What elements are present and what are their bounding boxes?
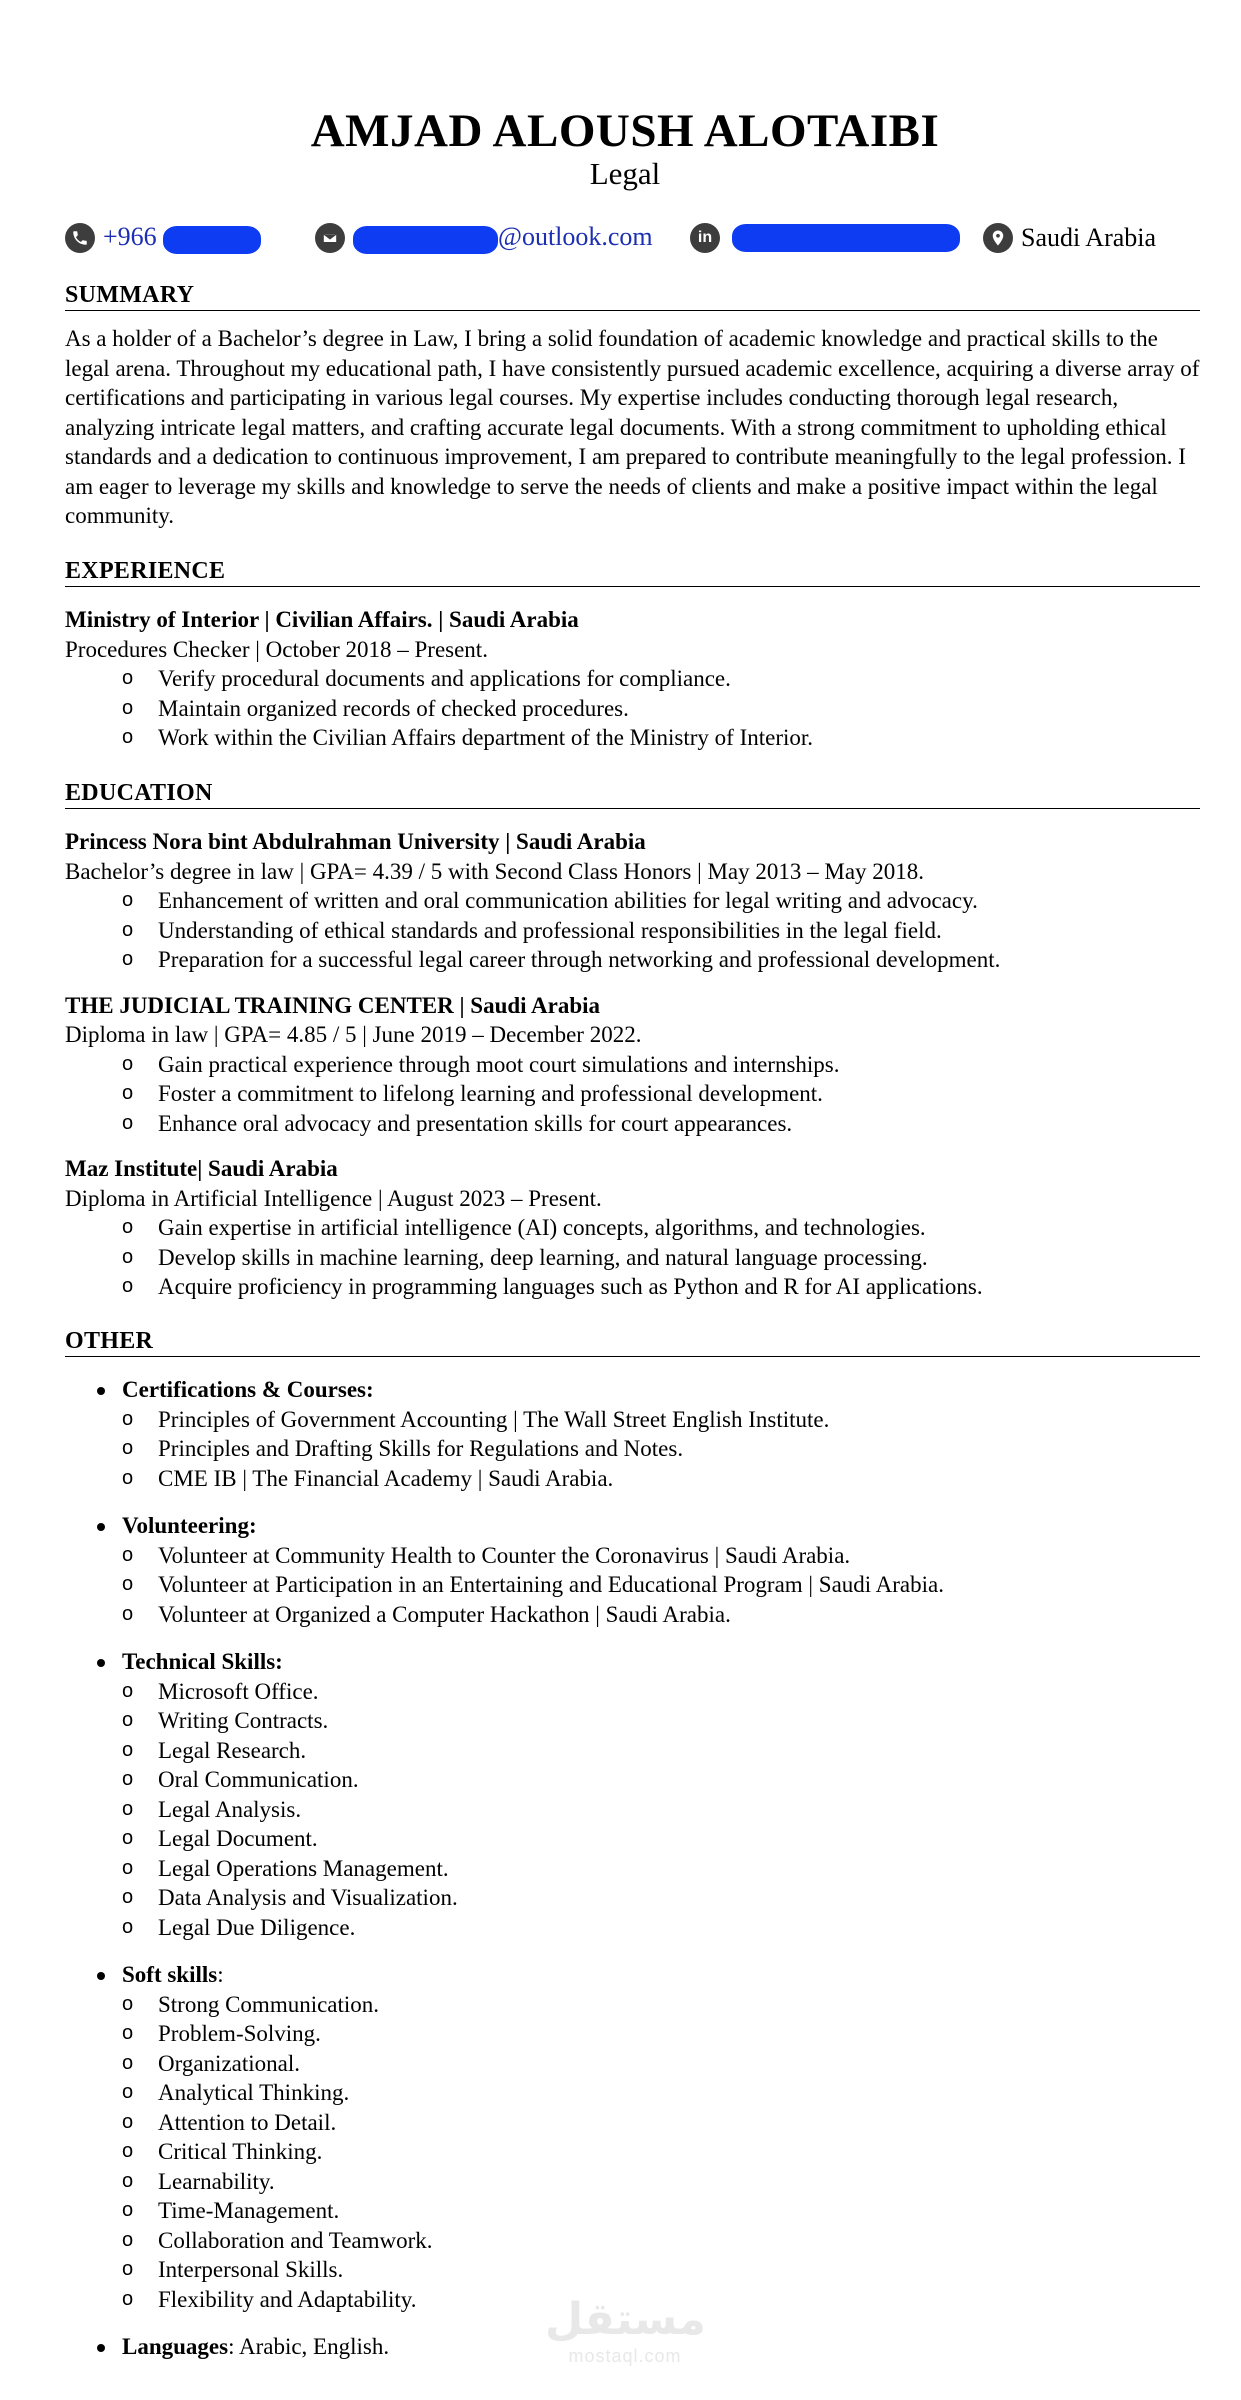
languages-label: Languages [122,2334,229,2359]
education-title: EDUCATION [65,778,1200,809]
education-entry [65,1154,1200,1302]
list-item: o Legal Due Diligence. [65,1913,1200,1943]
list-item: o Legal Research. [65,1736,1200,1766]
list-item: o Gain expertise in artificial intelligence (AI) concepts, algorithms, and technologies. [65,1213,1200,1243]
summary-section [65,280,1200,531]
technical-skills-list [65,1677,1200,1943]
experience-entry [65,605,1200,753]
list-item: o Acquire proficiency in programming languages such as Python and R for AI applications. [65,1272,1200,1302]
list-item: o Work within the Civilian Affairs department of the Ministry of Interior. [65,723,1200,753]
list-item: o Problem-Solving. [65,2019,1200,2049]
summary-text: As a holder of a Bachelor’s degree in Law, I bring a solid foundation of academic knowledge and practical skills to the legal arena. Throughout my educational path, I have consistently pursued academic excellence, acquiring a diverse array of certifications and participating in various legal courses. My expertise includes conducting thorough legal research, analyzing intricate legal matters, and crafting accurate legal documents. With a strong commitment to upholding ethical standards and a dedication to continuous improvement, I am prepared to contribute meaningfully to the legal profession. I am eager to leverage my skills and knowledge to serve the needs of clients and make a positive impact within the legal community. [65,326,1200,528]
list-item: o Volunteer at Organized a Computer Hackathon | Saudi Arabia. [65,1600,1200,1630]
certifications-group [65,1375,1200,1493]
location-text: Saudi Arabia [1021,223,1157,253]
certifications-list [65,1405,1200,1494]
entry-heading: Ministry of Interior | Civilian Affairs. | Saudi Arabia [65,607,579,632]
list-item: o Attention to Detail. [65,2108,1200,2138]
linkedin-icon: in [690,223,720,253]
contact-email[interactable] [315,218,653,258]
list-item: o Enhancement of written and oral communication abilities for legal writing and advocacy. [65,886,1200,916]
contact-bar [65,218,1200,258]
technical-skills-label: Technical Skills: [65,1647,1200,1677]
entry-subheading: Bachelor’s degree in law | GPA= 4.39 / 5 with Second Class Honors | May 2013 – May 2018. [65,858,925,884]
list-item: o Writing Contracts. [65,1706,1200,1736]
list-item: o Interpersonal Skills. [65,2255,1200,2285]
list-item: o Foster a commitment to lifelong learning and professional development. [65,1079,1200,1109]
list-item: o Gain practical experience through moot court simulations and internships. [65,1050,1200,1080]
list-item: o Volunteer at Community Health to Counter the Coronavirus | Saudi Arabia. [65,1541,1200,1571]
volunteering-group [65,1511,1200,1629]
email-address [353,222,653,253]
list-item: o Critical Thinking. [65,2137,1200,2167]
soft-skills-colon: : [217,1962,224,1987]
entry-subheading: Diploma in law | GPA= 4.85 / 5 | June 2019 – December 2022. [65,1022,642,1047]
list-item: o Strong Communication. [65,1990,1200,2020]
list-item: o CME IB | The Financial Academy | Saudi Arabia. [65,1464,1200,1494]
candidate-name: AMJAD ALOUSH ALOTAIBI [310,105,940,157]
other-title: OTHER [65,1326,1200,1357]
soft-skills-label [65,1960,1200,1990]
candidate-role: Legal [589,156,661,191]
list-item: o Microsoft Office. [65,1677,1200,1707]
technical-skills-group [65,1647,1200,1942]
list-item: o Verify procedural documents and applications for compliance. [65,664,1200,694]
soft-skills-group [65,1960,1200,2314]
entry-items [65,664,1200,753]
phone-icon [65,223,95,253]
entry-heading: THE JUDICIAL TRAINING CENTER | Saudi Arabia [65,992,601,1018]
soft-skills-label-text: Soft skills [122,1962,218,1987]
list-item: o Principles of Government Accounting | The Wall Street English Institute. [65,1405,1200,1435]
entry-heading: Princess Nora bint Abdulrahman University | Saudi Arabia [65,829,646,854]
list-item: o Understanding of ethical standards and professional responsibilities in the legal field. [65,916,1200,946]
list-item: o Maintain organized records of checked procedures. [65,694,1200,724]
list-item: o Data Analysis and Visualization. [65,1883,1200,1913]
list-item: o Develop skills in machine learning, deep learning, and natural language processing. [65,1243,1200,1273]
summary-title: SUMMARY [65,280,1200,311]
experience-title: EXPERIENCE [65,556,1200,587]
contact-phone[interactable] [65,218,261,258]
phone-number [103,222,261,253]
list-item: o Oral Communication. [65,1765,1200,1795]
list-item: o Legal Operations Management. [65,1854,1200,1884]
list-item: o Analytical Thinking. [65,2078,1200,2108]
list-item: o Legal Analysis. [65,1795,1200,1825]
location-pin-icon [983,223,1013,253]
list-item: o Preparation for a successful legal career through networking and professional development. [65,945,1200,975]
email-domain: @outlook.com [498,222,653,252]
email-redaction [353,226,498,254]
languages-value: : Arabic, English. [228,2334,390,2359]
mostaql-watermark [545,2295,705,2367]
list-item: o Volunteer at Participation in an Entertaining and Educational Program | Saudi Arabia. [65,1570,1200,1600]
phone-prefix: +966 [103,222,157,252]
list-item: o Legal Document. [65,1824,1200,1854]
contact-location [983,218,1156,258]
list-item: o Learnability. [65,2167,1200,2197]
education-section [65,778,1200,1302]
contact-linkedin[interactable] [690,218,960,258]
entry-items [65,1213,1200,1302]
entry-heading: Maz Institute| Saudi Arabia [65,1156,338,1181]
entry-subheading: Procedures Checker | October 2018 – Present. [65,636,488,662]
education-entry [65,991,1200,1139]
list-item: o Collaboration and Teamwork. [65,2226,1200,2256]
volunteering-label: Volunteering: [65,1511,1200,1541]
list-item: o Time-Management. [65,2196,1200,2226]
entry-items [65,1050,1200,1139]
watermark-arabic: مستقل [545,2294,706,2345]
certifications-label: Certifications & Courses: [65,1375,1200,1405]
entry-subheading: Diploma in Artificial Intelligence | August 2023 – Present. [65,1185,602,1211]
experience-section [65,556,1200,753]
list-item: o Principles and Drafting Skills for Regulations and Notes. [65,1434,1200,1464]
phone-redaction [163,226,261,254]
watermark-latin: mostaql.com [568,2346,682,2366]
list-item: o Flexibility and Adaptability. [65,2285,1200,2315]
list-item: o Organizational. [65,2049,1200,2079]
volunteering-list [65,1541,1200,1630]
other-section [65,1326,1200,2362]
education-entry [65,827,1200,975]
linkedin-redaction [732,224,960,252]
email-icon [315,223,345,253]
entry-items [65,886,1200,975]
list-item: o Enhance oral advocacy and presentation skills for court appearances. [65,1109,1200,1139]
soft-skills-list [65,1990,1200,2315]
